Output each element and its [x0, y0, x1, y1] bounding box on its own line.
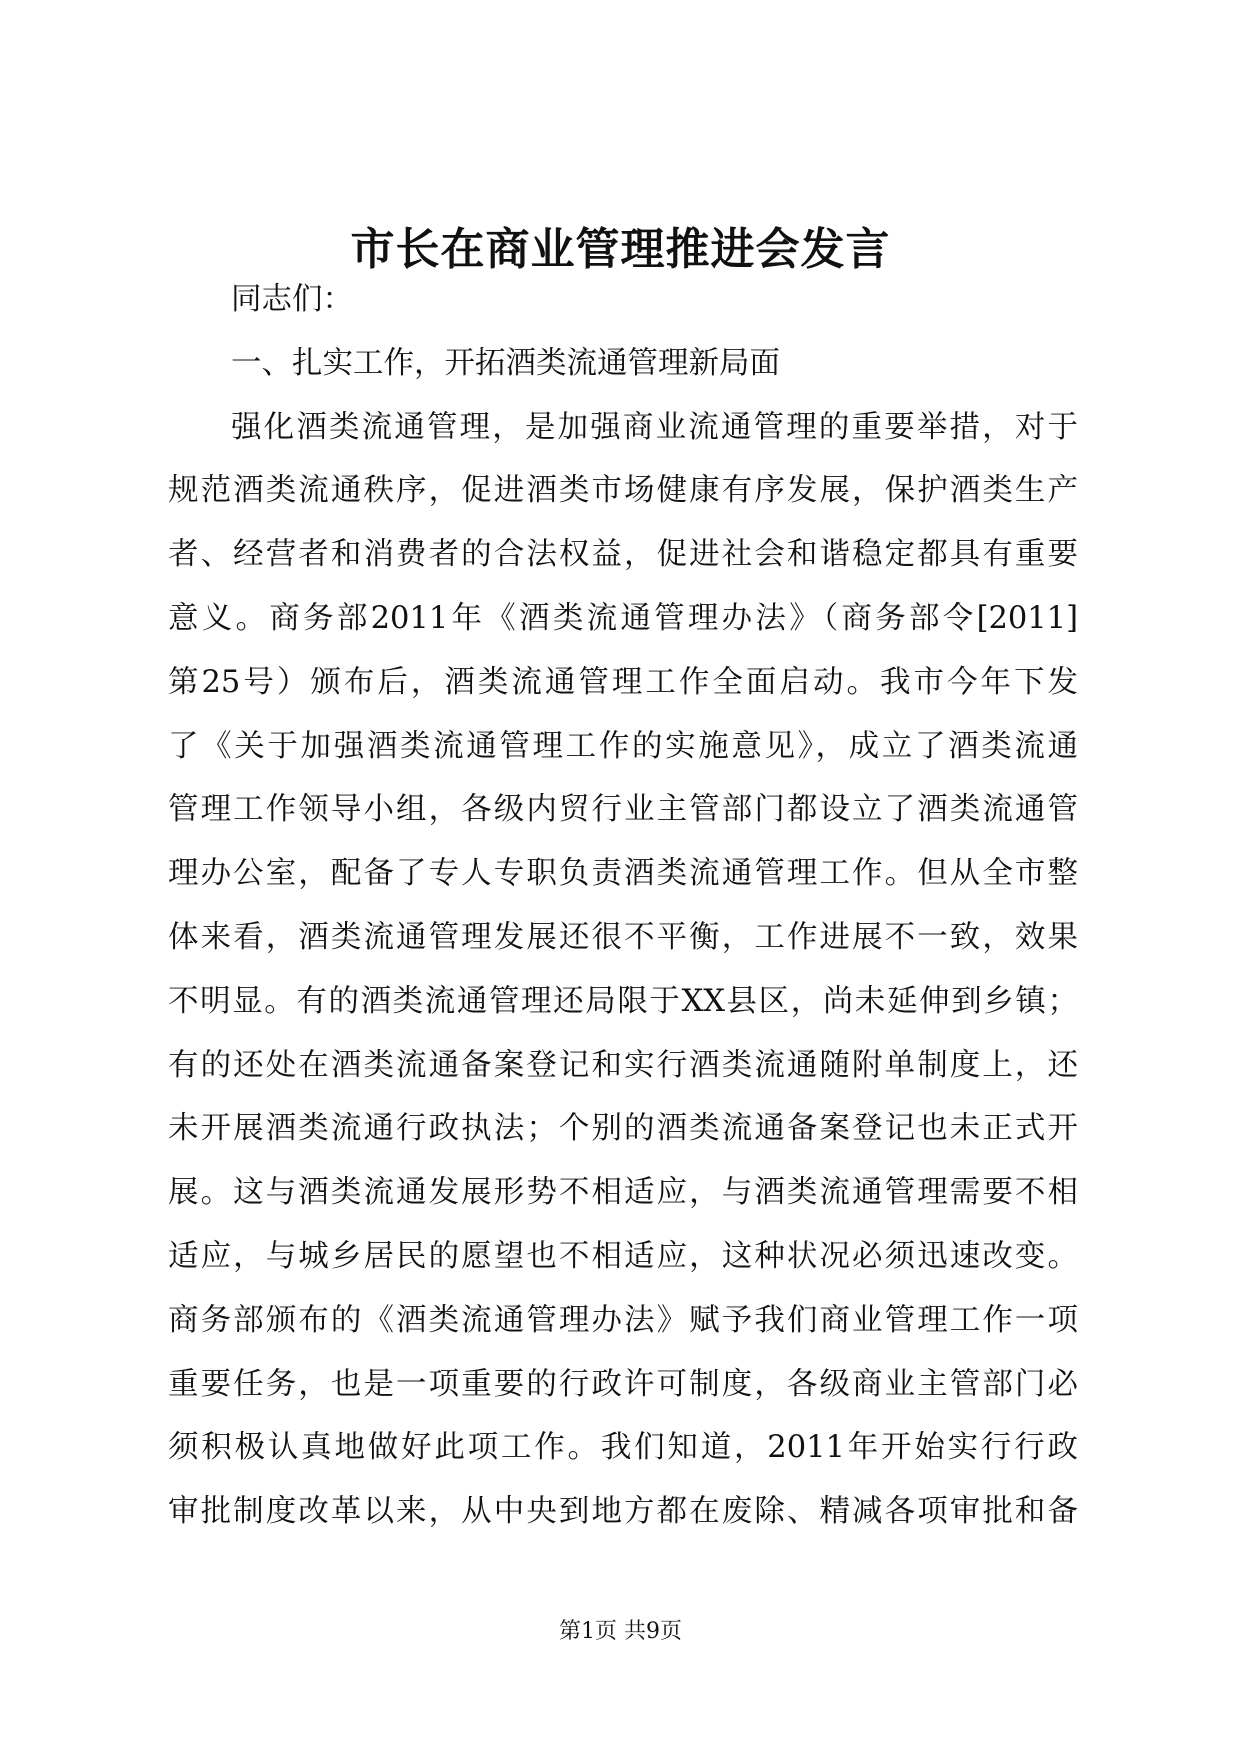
paragraph-line: 有的还处在酒类流通备案登记和实行酒类流通随附单制度上，还 [168, 1047, 1078, 1083]
paragraph-line: 体来看，酒类流通管理发展还很不平衡，工作进展不一致，效果 [168, 919, 1078, 955]
paragraph-line: 理办公室，配备了专人专职负责酒类流通管理工作。但从全市整 [168, 856, 1078, 892]
paragraph-line: 适应，与城乡居民的愿望也不相适应，这种状况必须迅速改变。 [168, 1238, 1078, 1274]
paragraph-line: 重要任务，也是一项重要的行政许可制度，各级商业主管部门必 [168, 1366, 1078, 1402]
paragraph-line: 管理工作领导小组，各级内贸行业主管部门都设立了酒类流通管 [168, 792, 1078, 828]
paragraph-line: 第25号）颁布后，酒类流通管理工作全面启动。我市今年下发 [168, 664, 1078, 700]
paragraph-line: 审批制度改革以来，从中央到地方都在废除、精减各项审批和备 [168, 1494, 1078, 1530]
salutation: 同志们： [231, 282, 353, 317]
paragraph-line: 商务部颁布的《酒类流通管理办法》赋予我们商业管理工作一项 [168, 1302, 1078, 1338]
document-body [168, 268, 1078, 1544]
paragraph-line: 意义。商务部2011年《酒类流通管理办法》（商务部令[2011] [168, 600, 1078, 636]
paragraph-line: 规范酒类流通秩序，促进酒类市场健康有序发展，保护酒类生产 [168, 473, 1078, 509]
page-number-footer: 第1页 共9页 [559, 1619, 682, 1644]
paragraph-line: 了《关于加强酒类流通管理工作的实施意见》，成立了酒类流通 [168, 728, 1078, 764]
paragraph-line: 强化酒类流通管理，是加强商业流通管理的重要举措，对于 [231, 409, 1078, 445]
section-heading: 一、扎实工作，开拓酒类流通管理新局面 [231, 345, 780, 381]
paragraph-line: 须积极认真地做好此项工作。我们知道，2011年开始实行行政 [168, 1430, 1078, 1466]
paragraph-line: 展。这与酒类流通发展形势不相适应，与酒类流通管理需要不相 [168, 1175, 1078, 1211]
document-title: 市长在商业管理推进会发言 [350, 224, 891, 275]
paragraph-line: 不明显。有的酒类流通管理还局限于XX县区，尚未延伸到乡镇； [168, 983, 1078, 1019]
paragraph-line: 者、经营者和消费者的合法权益，促进社会和谐稳定都具有重要 [168, 537, 1078, 573]
paragraph-line: 未开展酒类流通行政执法；个别的酒类流通备案登记也未正式开 [168, 1111, 1078, 1147]
